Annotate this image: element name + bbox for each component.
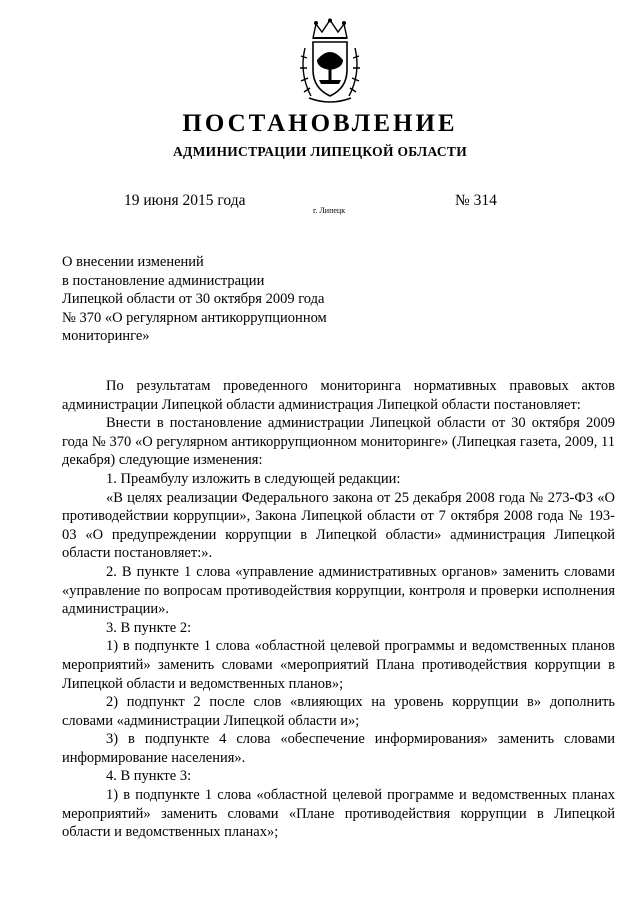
body-paragraph: «В целях реализации Федерального закона от 25 декабря 2008 года № 273-ФЗ «О противодействии коррупции», Закона Липецкой области от 7 октября 2008 года № 193-03 «О предупреждении коррупции в Липецкой области» администрация Липецкой области постановляет:». (62, 489, 615, 562)
document-subject (62, 253, 327, 346)
body-paragraph: 1. Преамбулу изложить в следующей редакции: (106, 470, 401, 487)
document-body (62, 377, 615, 842)
body-paragraph: По результатам проведенного мониторинга нормативных правовых актов администрации Липецкой области администрация Липецкой области постановляет: (62, 378, 615, 413)
issuing-authority: АДМИНИСТРАЦИИ ЛИПЕЦКОЙ ОБЛАСТИ (172, 144, 468, 159)
document-city: г. Липецк (313, 206, 346, 215)
body-paragraph: 3. В пункте 2: (106, 619, 192, 636)
subject-line: № 370 «О регулярном антикоррупционном (62, 309, 327, 326)
body-paragraph: 1) в подпункте 1 слова «областной целевой программы и ведомственных планов мероприятий» заменить словами «мероприятий Плана противодействия коррупции в Липецкой области и ведомственных планов»; (62, 638, 615, 692)
coat-of-arms-icon (299, 18, 361, 104)
body-paragraph: 4. В пункте 3: (106, 768, 192, 785)
subject-line: Липецкой области от 30 октября 2009 года (62, 291, 325, 307)
document-number: № 314 (455, 192, 497, 209)
subject-line: в постановление администрации (62, 272, 265, 289)
subject-line: О внесении изменений (62, 254, 204, 270)
body-paragraph: 3) в подпункте 4 слова «обеспечение информирования» заменить словами информирование населения». (62, 731, 615, 766)
subject-line: мониторинге» (62, 328, 150, 344)
body-paragraph: 2. В пункте 1 слова «управление административных органов» заменить словами «управление по вопросам противодействия коррупции, контроля и проверки исполнения администрации». (62, 563, 615, 618)
document-date: 19 июня 2015 года (124, 192, 246, 209)
body-paragraph: Внести в постановление администрации Липецкой области от 30 октября 2009 года № 370 «О регулярном антикоррупционном мониторинге» (Липецкая газета, 2009, 11 декабря) следующие изменения: (62, 415, 615, 469)
body-paragraph: 2) подпункт 2 после слов «влияющих на уровень коррупции в» дополнить словами «администрации Липецкой области и»; (62, 694, 615, 729)
document-title: ПОСТАНОВЛЕНИЕ (182, 110, 458, 137)
body-paragraph: 1) в подпункте 1 слова «областной целевой программе и ведомственных планах мероприятий» заменить словами «Плане противодействия коррупции в Липецкой области и ведомственных планах»; (62, 787, 615, 841)
